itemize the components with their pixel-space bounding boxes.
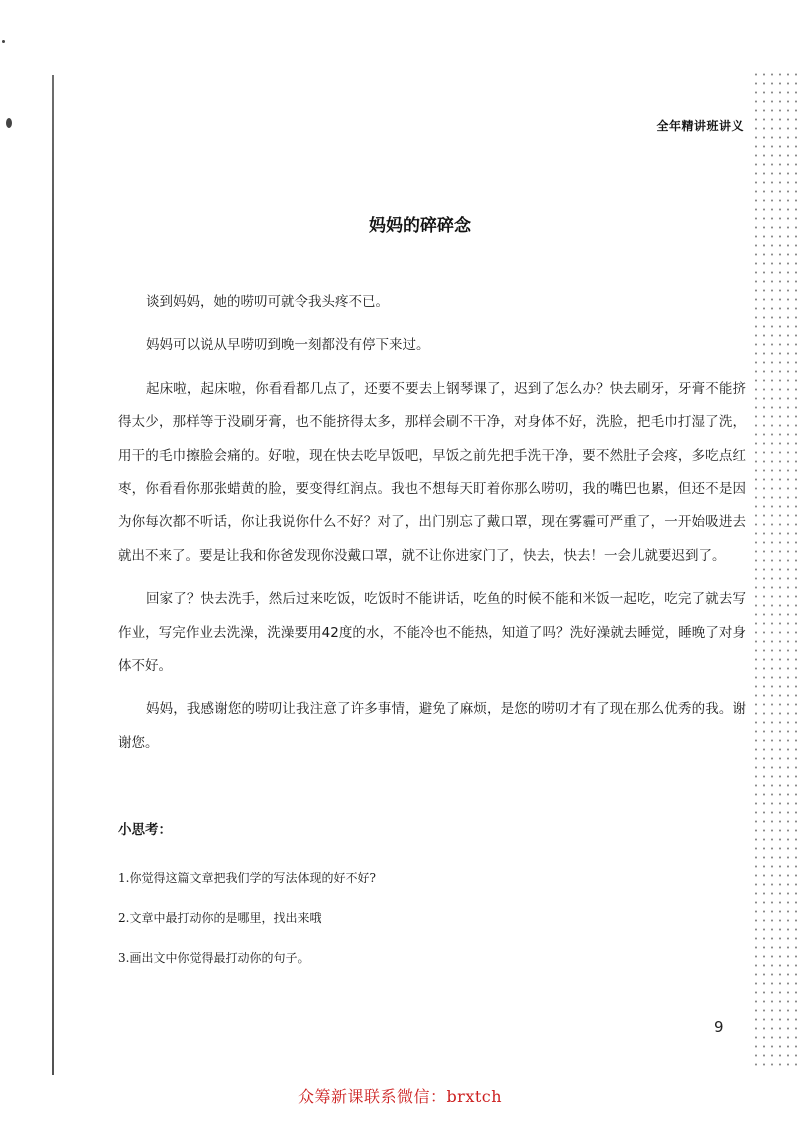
paragraph: 妈妈，我感谢您的唠叨让我注意了许多事情，避免了麻烦，是您的唠叨才有了现在那么优秀的我。谢谢您。 — [118, 701, 746, 751]
watermark-text: 众筹新课联系微信：brxtch — [297, 1087, 503, 1106]
paragraph: 妈妈可以说从早唠叨到晚一刻都没有停下来过。 — [146, 337, 430, 354]
paragraph: 谈到妈妈，她的唠叨可就令我头疼不已。 — [146, 294, 389, 310]
exercise-item: 3.画出文中你觉得最打动你的句子。 — [118, 951, 310, 965]
exercise-list — [118, 858, 376, 978]
scan-speck — [2, 40, 5, 43]
paragraph: 起床啦，起床啦，你看看都几点了，还要不要去上钢琴课了，迟到了怎么办？快去刷牙，牙膏不能挤得太少，那样等于没刷牙膏，也不能挤得太多，那样会刷不干净，对身体不好，洗脸，把毛巾打湿了洗，用干的毛巾擦脸会痛的。好啦，现在快去吃早饭吧，早饭之前先把手洗干净，要不然肚子会疼，多吃点红枣，你看看你那张蜡黄的脸，要变得红润点。我也不想每天盯着你那么唠叨，我的嘴巴也累，但还不是因为你每次都不听话，你让我说你什么不好？对了，出门别忘了戴口罩，现在雾霾可严重了，一开始吸进去就出不来了。要是让我和你爸发现你没戴口罩，就不让你进家门了，快去，快去！一会儿就要迟到了。 — [118, 380, 746, 564]
exercise-item: 2.文章中最打动你的是哪里，找出来哦 — [118, 911, 322, 925]
article-body — [118, 286, 746, 770]
scan-speck — [6, 118, 12, 128]
exercises-heading: 小思考： — [118, 822, 172, 838]
exercise-item: 1.你觉得这篇文章把我们学的写法体现的好不好? — [118, 871, 376, 885]
paragraph: 回家了？快去洗手，然后过来吃饭，吃饭时不能讲话，吃鱼的时候不能和米饭一起吃，吃完了就去写作业，写完作业去洗澡，洗澡要用42度的水，不能冷也不能热，知道了吗？洗好澡就去睡觉，睡晚了对身体不好。 — [118, 591, 746, 675]
article-title: 妈妈的碎碎念 — [369, 216, 471, 236]
header-label: 全年精讲班讲义 — [656, 119, 744, 133]
page-number: 9 — [714, 1018, 724, 1036]
